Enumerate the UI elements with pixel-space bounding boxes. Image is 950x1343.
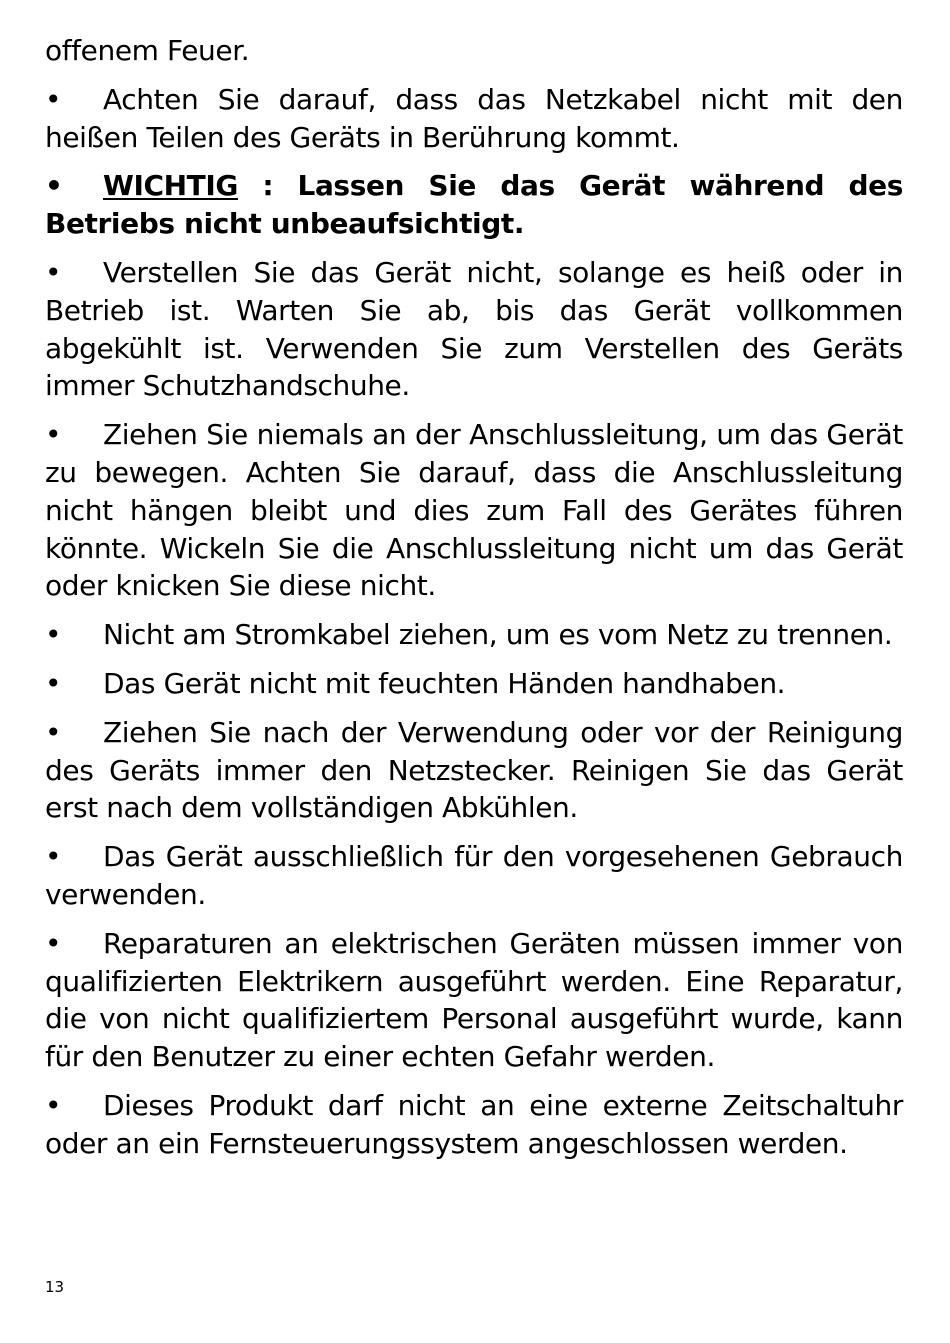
- intro-text: offenem Feuer.: [45, 34, 250, 67]
- intro-paragraph: [45, 32, 903, 70]
- bullet-text: Ziehen Sie niemals an der Anschlussleitung, um das Gerät zu bewegen. Achten Sie darauf, dass die Anschlussleitung nicht hängen bleibt und dies zum Fall des Gerätes führen könnte. Wickeln Sie die Anschlussleitung nicht um das Gerät oder knicken Sie diese nicht.: [45, 418, 903, 603]
- bullet-text: Achten Sie darauf, dass das Netzkabel nicht mit den heißen Teilen des Geräts in Berührung kommt.: [45, 82, 903, 154]
- bullet-icon: •: [45, 169, 63, 203]
- bullet-text: Nicht am Stromkabel ziehen, um es vom Netz zu trennen.: [103, 618, 893, 652]
- bullet-item-1: [45, 81, 903, 157]
- warning-label: WICHTIG: [103, 169, 238, 203]
- bullet-item-3: [45, 254, 903, 405]
- bullet-icon: •: [45, 926, 62, 960]
- bullet-icon: •: [45, 666, 62, 700]
- bullet-icon: •: [45, 840, 62, 874]
- bullet-item-6: [45, 665, 903, 703]
- bullet-text: Das Gerät nicht mit feuchten Händen handhaben.: [103, 666, 786, 700]
- document-body: [45, 32, 903, 1174]
- warning-separator: :: [238, 169, 298, 203]
- bullet-icon: •: [45, 82, 62, 116]
- bullet-item-9: [45, 925, 903, 1076]
- bullet-item-4: [45, 416, 903, 605]
- bullet-text: Lassen Sie das Gerät während des Betriebs nicht unbeaufsichtigt.: [45, 169, 903, 241]
- bullet-item-7: [45, 714, 903, 827]
- bullet-icon: •: [45, 255, 62, 289]
- bullet-icon: •: [45, 418, 62, 452]
- bullet-icon: •: [45, 1088, 62, 1122]
- bullet-item-10: [45, 1087, 903, 1163]
- bullet-text: Dieses Produkt darf nicht an eine externe Zeitschaltuhr oder an ein Fernsteuerungssystem angeschlossen werden.: [45, 1088, 903, 1160]
- bullet-text: Ziehen Sie nach der Verwendung oder vor der Reinigung des Geräts immer den Netzstecker. Reinigen Sie das Gerät erst nach dem vollständigen Abkühlen.: [45, 715, 903, 825]
- bullet-item-2-warning: [45, 167, 903, 243]
- bullet-text: Verstellen Sie das Gerät nicht, solange es heiß oder in Betrieb ist. Warten Sie ab, bis das Gerät vollkommen abgekühlt ist. Verwenden Sie zum Verstellen des Geräts immer Schutzhandschuhe.: [45, 255, 903, 403]
- bullet-item-5: [45, 616, 903, 654]
- bullet-item-8: [45, 838, 903, 914]
- bullet-icon: •: [45, 715, 62, 749]
- bullet-icon: •: [45, 618, 62, 652]
- bullet-text: Das Gerät ausschließlich für den vorgesehenen Gebrauch verwenden.: [45, 840, 903, 911]
- page-number: 13: [45, 1278, 65, 1296]
- bullet-text: Reparaturen an elektrischen Geräten müssen immer von qualifizierten Elektrikern ausgeführt werden. Eine Reparatur, die von nicht qualifiziertem Personal ausgeführt wurde, kann für den Benutzer zu einer echten Gefahr werden.: [45, 926, 903, 1074]
